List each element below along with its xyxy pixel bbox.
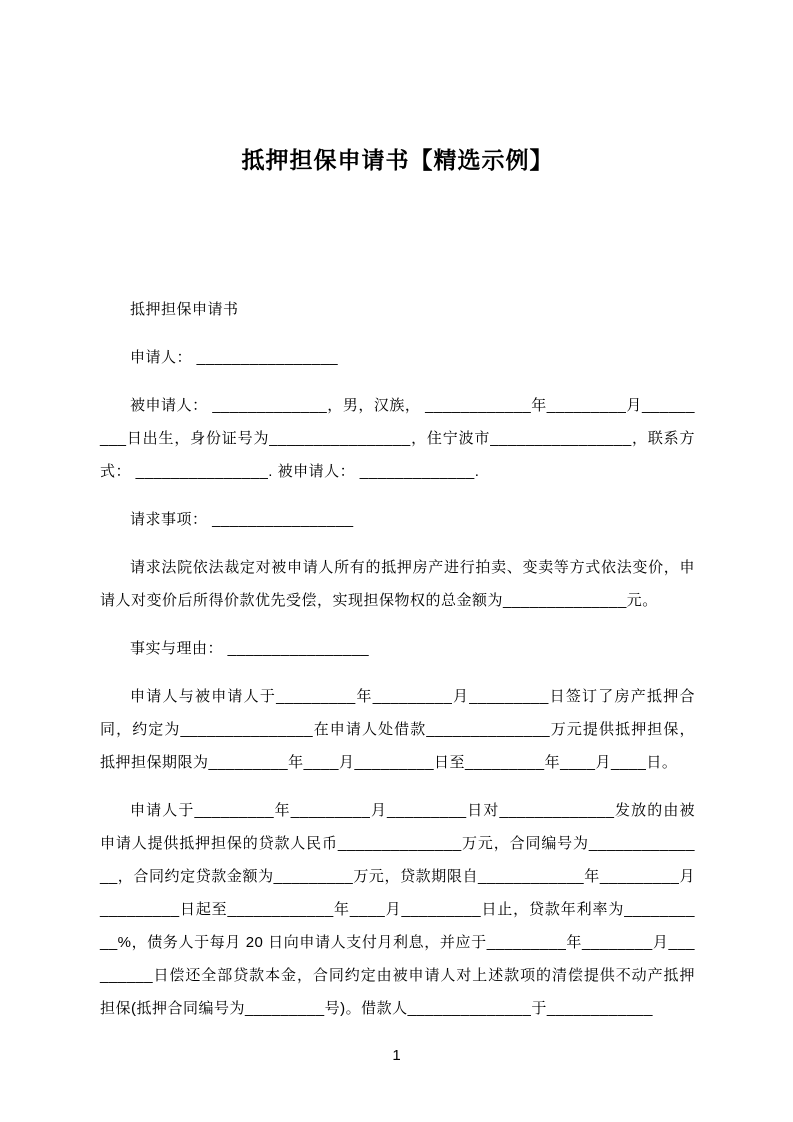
- document-title: 抵押担保申请书【精选示例】: [241, 147, 554, 173]
- paragraph-facts-reasons-label: 事实与理由： ________________: [130, 640, 370, 657]
- paragraph-request-items-label: 请求事项： ________________: [130, 511, 354, 528]
- paragraph-loan-details: 申请人于_________年_________月_________日对_____________发放的由被申请人提供抵押担保的贷款人民币______________万元，合同编号为______________，合同约定贷款金额为_________万元，贷款期限自____________年_________月_________日起至____________年____月_________日止，贷款年利率为__________%，债务人于每月 20 日向申请人支付月利息，并应于_________年________月_________日偿还全部贷款本金，合同约定由被申请人对上述款项的清偿提供不动产抵押担保(抵押合同编号为_________号)。借款人______________于____________: [100, 802, 695, 1017]
- paragraph-heading: 抵押担保申请书: [130, 301, 239, 318]
- paragraph-respondent: 被申请人： _____________，男，汉族， ____________年_________月_________日出生，身份证号为________________，住宁波市________________，联系方式： _______________. 被申请人： _____________.: [100, 397, 695, 480]
- paragraph-request-items: 请求法院依法裁定对被申请人所有的抵押房产进行拍卖、变卖等方式依法变价，申请人对变价后所得价款优先受偿，实现担保物权的总金额为______________元。: [100, 559, 695, 609]
- paragraph-mortgage-contract: 申请人与被申请人于_________年_________月_________日签订了房产抵押合同，约定为_______________在申请人处借款______________万元提供抵押担保，抵押担保期限为_________年____月_________日至_________年____月____日。: [100, 688, 695, 771]
- paragraph-applicant: 申请人： ________________: [130, 349, 339, 366]
- document-body: [100, 293, 695, 1025]
- page-number: 1: [392, 1047, 401, 1064]
